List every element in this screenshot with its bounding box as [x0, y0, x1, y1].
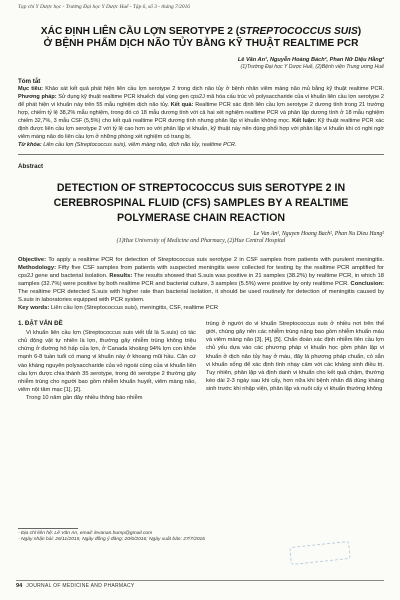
title-en-line2: CEREBROSPINAL FLUID (CFS) SAMPLES BY A REALTIME [53, 196, 349, 209]
footnote-contact: - Địa chỉ liên hệ: Lê Văn An, email: levanan.hump@gmail.com [18, 531, 153, 536]
title-english [18, 181, 384, 227]
summary-heading: Tóm tắt [18, 78, 41, 86]
journal-header: Tạp chí Y Dược học - Trường Đại học Y Dược Huế - Tập 6, số 3 - tháng 7/2016 [18, 4, 190, 10]
keywords-vietnamese: Từ khóa: Liên cầu lợn (Streptococcus suis), viêm màng não, dịch não tủy, realtime PCR. [18, 141, 237, 148]
section-divider [18, 154, 384, 155]
title-en-line3: POLYMERASE CHAIN REACTION [117, 212, 285, 225]
footnotes [18, 528, 218, 544]
body-column-right [206, 320, 384, 401]
body-columns [18, 320, 384, 401]
intro-paragraph-2: Trong 10 năm gần đây nhiều thông báo nhiễm [26, 394, 143, 401]
authors-english: Le Van An¹, Nguyen Hoang Bach², Phan Nu Dieu Hang² [253, 231, 384, 238]
title-vi-line1: XÁC ĐỊNH LIÊN CẦU LỢN SEROTYPE 2 (STREPTOCOCCUS SUIS) [40, 26, 362, 37]
title-vi-line2: Ở BỆNH PHẨM DỊCH NÃO TỦY BẰNG KỸ THUẬT REALTIME PCR [43, 38, 359, 50]
abstract-english: Objective: To apply a realtime PCR for detection of Streptococcus suis serotype 2 in CSF samples from patients with purulent meningitis. Methodology: Fifty five CSF samples from patients with suspected meningitis were collected for testing by the realtime PCR amplified for cps2J gene and bacterial isolation. Results: The results showed that S.suis was positive in 21 samples (38.2%) by realtime PCR, in which 18 samples (32.7%) were positive by both realtime PCR and bacterial culture, 3 samples (5.5%) were positive by only realtime PCR. Conclusion: The realtime PCR detected S.suis with higher rate than bacterial isolation, it should be used routinely for detection of meningitis caused by S.suis in laboratories equipped with PCR system. [18, 256, 385, 304]
keywords-english: Key words: Liên cầu lợn (Streptococcus suis), meningitis, CSF, realtime PCR [18, 305, 219, 312]
watermark-stamp [289, 541, 351, 565]
abstract-heading: Abstract [18, 162, 44, 170]
intro-paragraph-1: Vi khuẩn liên cầu lợn (Streptococcus suis viết tắt là S.suis) có tác chủ động vật tự nhiên là lợn, thường gây nhiễm trùng không triệu chứng ở đường hô hấp của lợn, ở Canada khoảng 94% lợn con khỏe mạnh 6-8 tuần tuổi có mang vi khuẩn này ở khoang mũi hầu. Căn cứ vào kháng nguyên polysaccharide của vỏ ngoài cùng của vi khuẩn liên cầu lợn được chia thành 35 serotype, trong đó serotype 2 thường gây nhiễm trùng cho người bao gồm nhiễm khuẩn huyết, viêm màng não, viêm nội tâm mạc [1], [2]. [18, 330, 196, 393]
footnote-rule [18, 528, 78, 529]
authors-vietnamese: Lê Văn An¹, Nguyễn Hoàng Bách², Phan Nữ Diệu Hằng² [237, 56, 384, 63]
intro-heading: 1. ĐẶT VẤN ĐỀ [18, 320, 63, 328]
affiliation-vietnamese: (1)Trường Đại học Y Dược Huế, (2)Bệnh viện Trung ương Huế [240, 63, 384, 70]
page-number: 94 [16, 583, 23, 589]
title-en-line1: DETECTION OF STREPTOCOCCUS SUIS SEROTYPE 2 IN [56, 181, 346, 194]
intro-paragraph-continued: trùng ở người do vi khuẩn Streptococcus suis ở nhiều nơi trên thế giới, chúng gây nên các nhiễm trùng nặng bao gồm nhiễm khuẩn máu và viêm màng não [3], [4], [5]. Chẩn đoán xác định nhiễm liên cầu lợn chủ yếu dựa vào các phương pháp vi khuẩn học gồm phân lập vi khuẩn ở dịch não tủy hay ở máu, đây là phương pháp chuẩn, có sẵn vi khuẩn sống để xác định tính nhạy cảm với các kháng sinh điều trị. Tuy nhiên, phân lập và định danh vi khuẩn cho kết quả chậm, thường kéo dài 2-3 ngày sau khi cấy, hơn nữa khi bệnh nhân đã dùng kháng sinh trước khi nhập viện, phân lập và nuôi cấy vi khuẩn thường không [206, 321, 384, 392]
summary-vietnamese: Mục tiêu: Khảo sát kết quả phát hiện liên cầu lợn serotype 2 trong dịch não tủy ở bệnh nhân viêm màng não mủ bằng kỹ thuật realtime PCR. Phương pháp: Sử dụng kỹ thuật realtime PCR khuếch đại vùng gen cps2J mã hóa cấu trúc vỏ polysaccharide của vi khuẩn liên cầu lợn serotype 2 để phát hiện vi khuẩn này trên 55 mẫu nghiệm dịch não tủy. Kết quả: Realtime PCR xác định liên cầu lợn serotype 2 dương tính trong 21 trường hợp, chiếm tỷ lệ 38,2% mẫu nghiệm, trong đó có 18 mẫu dương tính với cả hai xét nghiệm realtime PCR và phân lập dương tính ở 18 mẫu nghiệm chiếm 32,7%, 3 mẫu CSF (5,5%) cho kết quả realtime PCR dương tính nhưng phân lập vi khuẩn không mọc. Kết luận: Kỹ thuật realtime PCR xác định được liên cầu lợn serotype 2 với tỷ lệ cao hơn so với phân lập vi khuẩn, kỹ thuật này nên dùng phối hợp với phân lập vi khuẩn khi có nghi ngờ viêm màng não do liên cầu lợn ở những phòng xét nghiệm có trang bị. [18, 86, 384, 140]
affiliation-english: (1)Hue University of Medicine and Pharmacy, (2)Hue Central Hospital [116, 238, 286, 245]
title-vietnamese [18, 26, 384, 51]
footnote-dates: - Ngày nhận bài: 26/11/2015, Ngày đồng ý đăng: 20/6/2016; Ngày xuất bản: 27/7/2016 [18, 537, 205, 543]
page-footer [16, 580, 384, 589]
body-column-left [18, 320, 196, 401]
footer-journal-name: JOURNAL OF MEDICINE AND PHARMACY [26, 583, 135, 589]
